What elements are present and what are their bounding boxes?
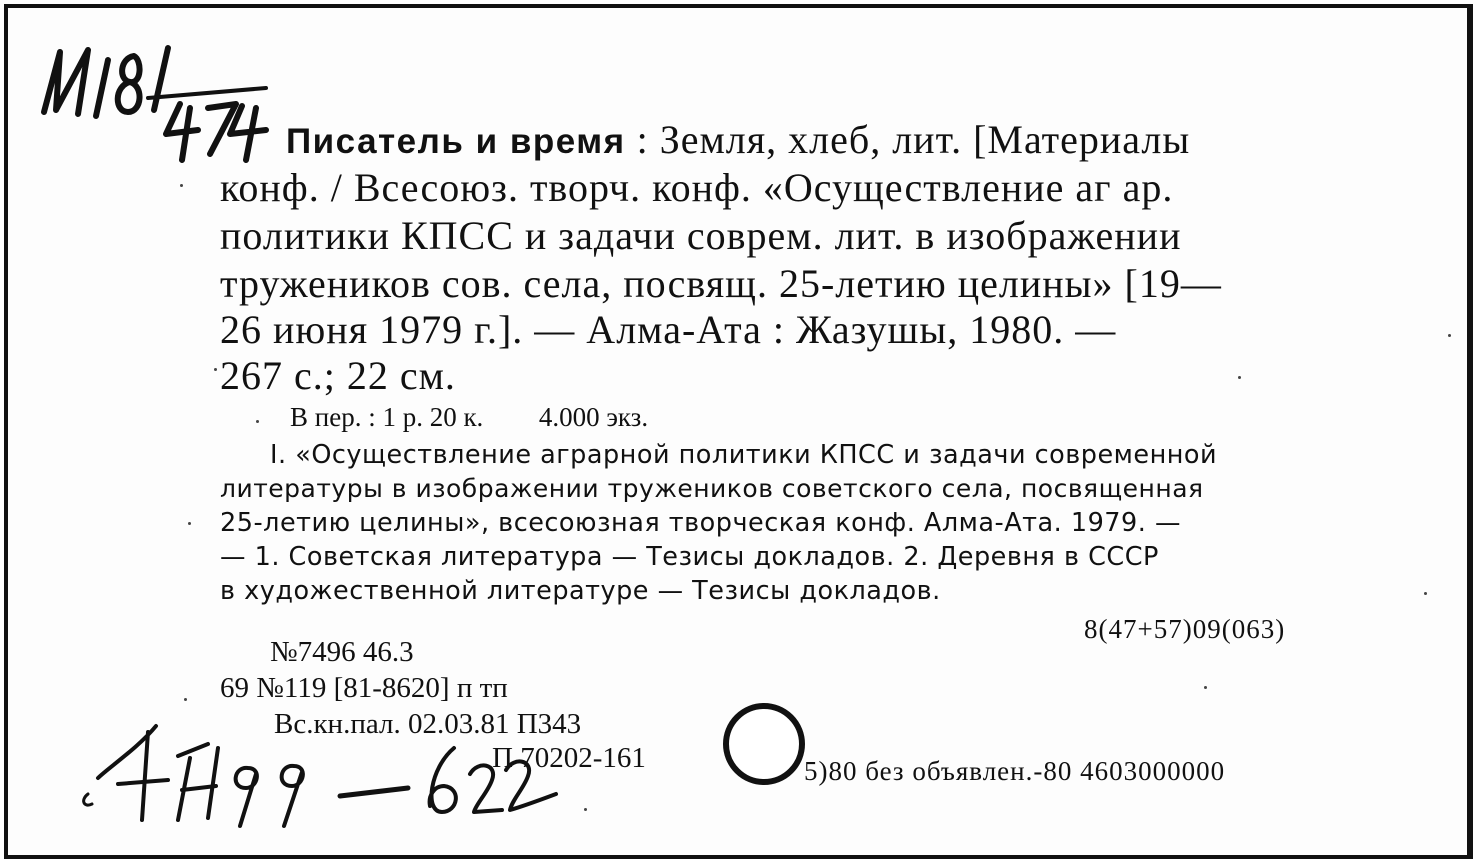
handwritten-code-top — [30, 30, 300, 180]
price-line — [290, 402, 648, 433]
annotation-line-3: 25-летию целины», всесоюзная творческая конф. Алма-Ата. 1979. — — [220, 508, 1181, 538]
title-line-2: конф. / Всесоюз. творч. конф. «Осуществление аг ар. — [220, 165, 1174, 210]
title-line-1 — [286, 116, 1190, 163]
speck — [1238, 376, 1241, 379]
annotation-line-1: I. «Осуществление аграрной политики КПСС и задачи современной — [270, 440, 1218, 470]
handwritten-signature — [78, 708, 578, 838]
udc-code: 8(47+57)09(063) — [1084, 614, 1286, 644]
speck — [1448, 334, 1451, 337]
title-rest: : Земля, хлеб, лит. [Материалы — [636, 117, 1191, 162]
punch-hole-circle — [716, 696, 816, 796]
title-line-6: 267 с.; 22 см. — [220, 353, 456, 398]
speck — [1204, 686, 1207, 689]
order-line: 69 №119 [81-8620] п тп — [220, 672, 508, 704]
chamber-line: Вс.кн.пал. 02.03.81 П343 — [274, 708, 582, 740]
annotation-line-5: в художественной литературе — Тезисы докладов. — [220, 576, 941, 606]
speck — [184, 698, 187, 701]
binding-price: В пер. : 1 р. 20 к. — [290, 402, 484, 432]
annotation-line-4: — 1. Советская литература — Тезисы докладов. 2. Деревня в СССР — [220, 542, 1159, 572]
index-left: П 70202-161 — [492, 742, 646, 774]
title-line-3: политики КПСС и задачи соврем. лит. в изображении — [220, 213, 1182, 258]
bbk-code: №7496 46.3 — [270, 636, 414, 668]
title-line-5: 26 июня 1979 г.]. — Алма-Ата : Жазушы, 1980. — — [220, 307, 1117, 352]
index-right: 5)80 без объявлен.-80 4603000000 — [804, 756, 1226, 786]
catalog-card — [4, 4, 1473, 859]
speck — [1424, 592, 1427, 595]
speck — [214, 368, 217, 371]
speck — [180, 184, 183, 187]
annotation-line-2: литературы в изображении тружеников советского села, посвященная — [220, 474, 1204, 503]
title-line-4: тружеников сов. села, посвящ. 25-летию целины» [19— — [220, 261, 1222, 306]
speck — [256, 420, 259, 423]
copies-count: 4.000 экз. — [538, 402, 649, 432]
title-bold: Писатель и время — [286, 122, 626, 161]
speck — [188, 522, 191, 525]
speck — [584, 808, 587, 811]
